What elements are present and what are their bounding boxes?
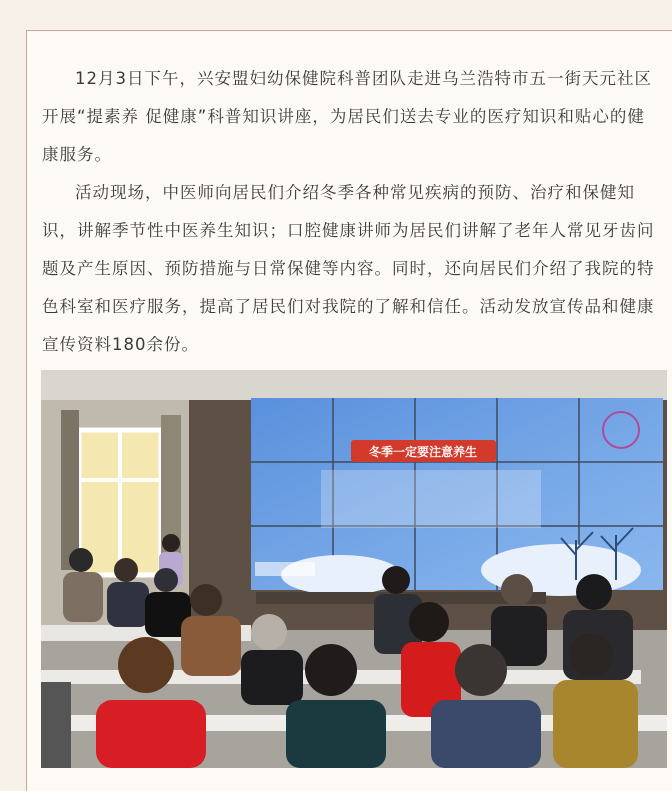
article-body: [42, 60, 662, 364]
presentation-screen: [251, 398, 663, 596]
article-paragraph-2: 活动现场，中医师向居民们介绍冬季各种常见疾病的预防、治疗和保健知识，讲解季节性中医养生知识；口腔健康讲师为居民们讲解了老年人常见牙齿问题及产生原因、预防措施与日常保健等内容。同时，还向居民们介绍了我院的特色科室和医疗服务，提高了居民们对我院的了解和信任。活动发放宣传品和健康宣传资料180余份。: [42, 183, 655, 354]
event-photo: [41, 370, 667, 768]
screen-title: 冬季一定要注意养生: [368, 445, 478, 459]
article-paragraph-1: 12月3日下午，兴安盟妇幼保健院科普团队走进乌兰浩特市五一街天元社区开展“提素养 促健康”科普知识讲座，为居民们送去专业的医疗知识和贴心的健康服务。: [42, 69, 652, 164]
